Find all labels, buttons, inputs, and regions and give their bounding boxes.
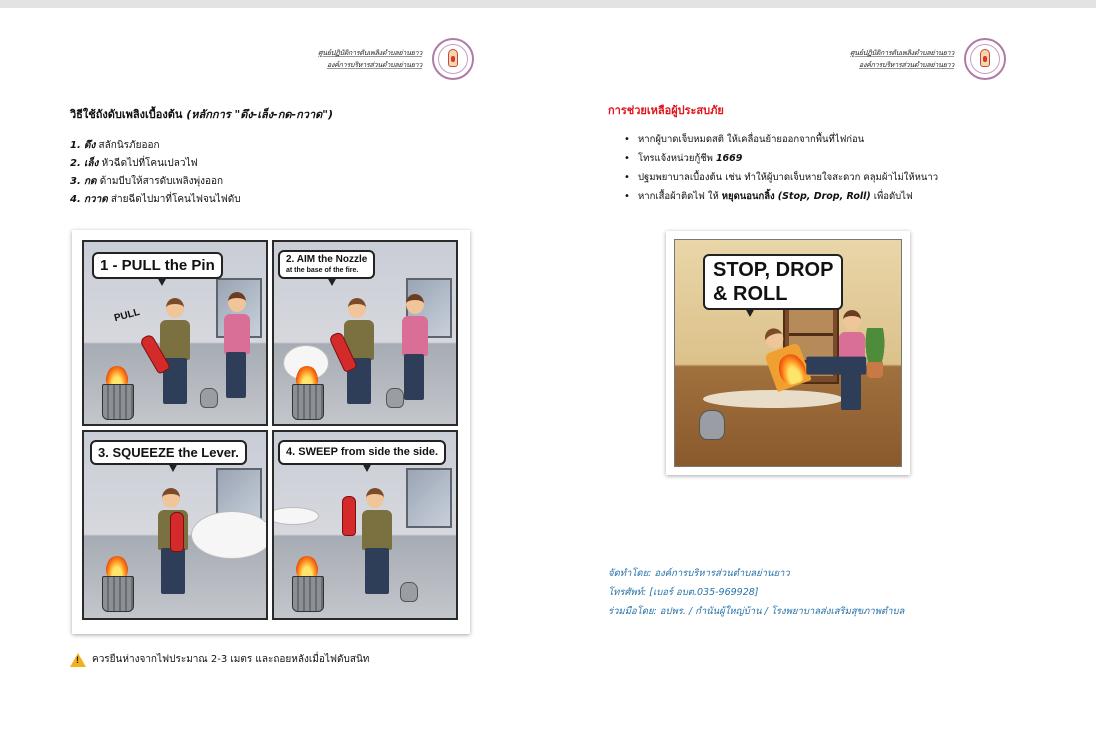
speech-bubble: STOP, DROP & ROLL: [703, 254, 843, 310]
list-item: • ปฐมพยาบาลเบื้องต้น เช่น ทำให้ผู้บาดเจ็บหายใจสะดวก คลุมผ้าไม่ให้หนาว: [624, 168, 938, 187]
comic-panel-pull: [82, 240, 268, 426]
step-item: 2. เล็ง หัวฉีดไปที่โคนเปลวไฟ: [70, 158, 198, 169]
trash-bin: [292, 576, 324, 612]
fire-extinguisher: [342, 496, 356, 536]
cat-figure: [200, 388, 218, 408]
comic-panel-aim: [272, 240, 458, 426]
warning-text: ควรยืนห่างจากไฟประมาณ 2-3 เมตร และถอยหลังเมื่อไฟดับสนิท: [92, 654, 370, 665]
section-title-extinguisher: [70, 105, 333, 123]
org-header: [850, 38, 1006, 80]
extinguisher-spray: [192, 512, 268, 558]
org-line-2: องค์การบริหารส่วนตำบลย่านยาว: [858, 61, 955, 69]
speech-bubble: 2. AIM the Nozzle at the base of the fire.: [278, 250, 375, 279]
first-aid-list: [624, 130, 938, 206]
warning-icon: !: [70, 653, 86, 667]
trash-bin: [292, 384, 324, 420]
municipal-seal-icon: [432, 38, 474, 80]
speech-bubble: 4. SWEEP from side the side.: [278, 440, 446, 465]
municipal-seal-icon: [964, 38, 1006, 80]
trash-bin: [102, 576, 134, 612]
potted-plant: [863, 328, 887, 378]
credits-footer: [608, 564, 904, 621]
comic-panel-sweep: [272, 430, 458, 620]
partners-text: ร่วมมือโดย: อปพร. / กำนันผู้ใหญ่บ้าน / โรงพยาบาลส่งเสริมสุขภาพตำบล: [608, 606, 905, 617]
step-item: 4. กวาด ส่ายฉีดไปมาที่โคนไฟจนไฟดับ: [70, 194, 241, 205]
stop-drop-roll-illustration: [666, 231, 910, 475]
org-line-2: องค์การบริหารส่วนตำบลย่านยาว: [326, 61, 423, 69]
sfx-text: PULL: [113, 306, 142, 325]
list-item: • โทรแจ้งหน่วยกู้ชีพ 1669: [624, 149, 938, 168]
section-title-first-aid: การช่วยเหลือผู้ประสบภัย: [608, 104, 724, 117]
cat-figure: [699, 410, 725, 440]
safety-warning: [70, 652, 369, 667]
comic-panel-squeeze: [82, 430, 268, 620]
title-sub: (หลักการ "ดึง-เล็ง-กด-กวาด"): [186, 108, 334, 121]
extinguisher-spray: [272, 508, 318, 524]
page-left: [0, 8, 548, 729]
org-name: [318, 47, 422, 71]
fire-extinguisher: [170, 512, 184, 552]
org-name: [850, 47, 954, 71]
pass-steps-list: [70, 137, 241, 209]
cat-figure: [400, 582, 418, 602]
trash-bin: [102, 384, 134, 420]
step-item: 1. ดึง สลักนิรภัยออก: [70, 140, 160, 151]
org-line-1: ศูนย์ปฏิบัติการดับเพลิงตำบลย่านยาว: [318, 49, 423, 57]
org-line-1: ศูนย์ปฏิบัติการดับเพลิงตำบลย่านยาว: [850, 49, 955, 57]
org-header: [318, 38, 474, 80]
speech-bubble: 1 - PULL the Pin: [92, 252, 223, 279]
cat-figure: [386, 388, 404, 408]
list-item: • หากเสื้อผ้าติดไฟ ให้ หยุดนอนกลิ้ง (Stop, Drop, Roll) เพื่อดับไฟ: [624, 187, 938, 206]
speech-bubble: 3. SQUEEZE the Lever.: [90, 440, 247, 465]
viewer-top-bar: [0, 0, 1096, 8]
pass-comic-illustration: [72, 230, 470, 634]
made-by-text: จัดทำโดย: องค์การบริหารส่วนตำบลย่านยาว: [608, 568, 790, 579]
title-main: วิธีใช้ถังดับเพลิงเบื้องต้น: [70, 108, 183, 121]
step-item: 3. กด ด้ามบีบให้สารดับเพลิงพุ่งออก: [70, 176, 224, 187]
list-item: • หากผู้บาดเจ็บหมดสติ ให้เคลื่อนย้ายออกจากพื้นที่ไฟก่อน: [624, 130, 938, 149]
phone-text: โทรศัพท์: [เบอร์ อบต.035-969928]: [608, 587, 759, 598]
rug: [703, 390, 843, 408]
